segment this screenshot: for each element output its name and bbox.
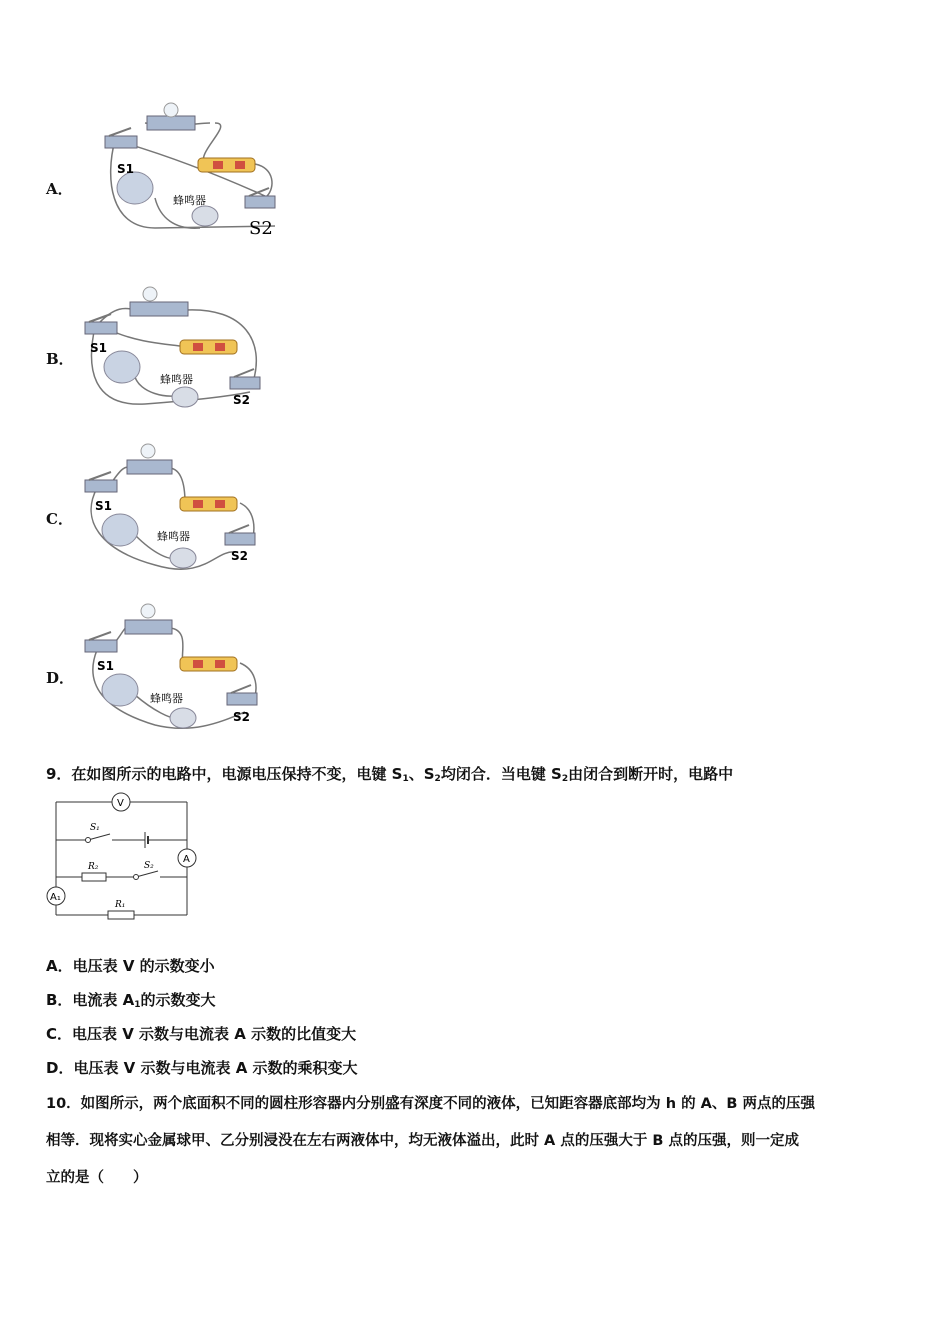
q9-circuit-diagram [40,790,200,920]
ammeter-label: A [183,854,190,865]
switch-s2-label: S₂ [144,861,154,871]
s2-label: S2 [233,710,250,724]
s1-label: S1 [95,499,112,513]
option-letter-a: A． [46,180,73,198]
question-9-text: 9．在如图所示的电路中，电源电压保持不变，电键 $S_1$、$S_2$均闭合．当电键 $S_2$由闭合到断开时，电路中 [46,765,734,784]
resistor-r1-label: R₁ [115,900,126,910]
voltmeter-label: V [117,798,124,809]
s1-label: S1 [117,162,134,176]
question-10-line-2: 相等．现将实心金属球甲、乙分别浸没在左右两液体中，均无液体溢出，此时 A 点的压强大于 B 点的压强，则一定成 [46,1133,799,1149]
ammeter1-label: A₁ [50,892,61,903]
q9-choice-d: D．电压表 V 示数与电流表 A 示数的乘积变大 [46,1059,358,1077]
s2-label: S2 [233,393,250,407]
s1-label: S1 [90,341,107,355]
circuit-picture-d [75,600,265,735]
circuit-picture-a [95,98,285,240]
s1-label: S1 [97,659,114,673]
q9-choice-c: C．电压表 V 示数与电流表 A 示数的比值变大 [46,1025,357,1043]
option-letter-c: C． [46,510,73,528]
circuit-picture-c [75,440,265,575]
s2-label: S2 [249,218,273,239]
option-letter-b: B． [46,350,74,368]
question-10-line-1: 10．如图所示，两个底面积不同的圆柱形容器内分别盛有深度不同的液体，已知距容器底部均为 h 的 A、B 两点的压强 [46,1096,815,1112]
circuit-picture-b [75,282,265,410]
option-letter-d: D． [46,669,75,687]
buzzer-label: 蜂鸣器 [173,194,206,207]
buzzer-label: 蜂鸣器 [160,373,193,386]
s2-label: S2 [231,549,248,563]
buzzer-label: 蜂鸣器 [150,692,183,705]
buzzer-label: 蜂鸣器 [157,530,190,543]
question-10-line-3: 立的是（ ） [46,1170,148,1186]
q9-choice-b: B．电流表 $A_1$的示数变大 [46,991,216,1010]
switch-s1-label: S₁ [90,823,100,833]
resistor-r2-label: R₂ [88,862,99,872]
q9-choice-a: A．电压表 V 的示数变小 [46,957,215,975]
